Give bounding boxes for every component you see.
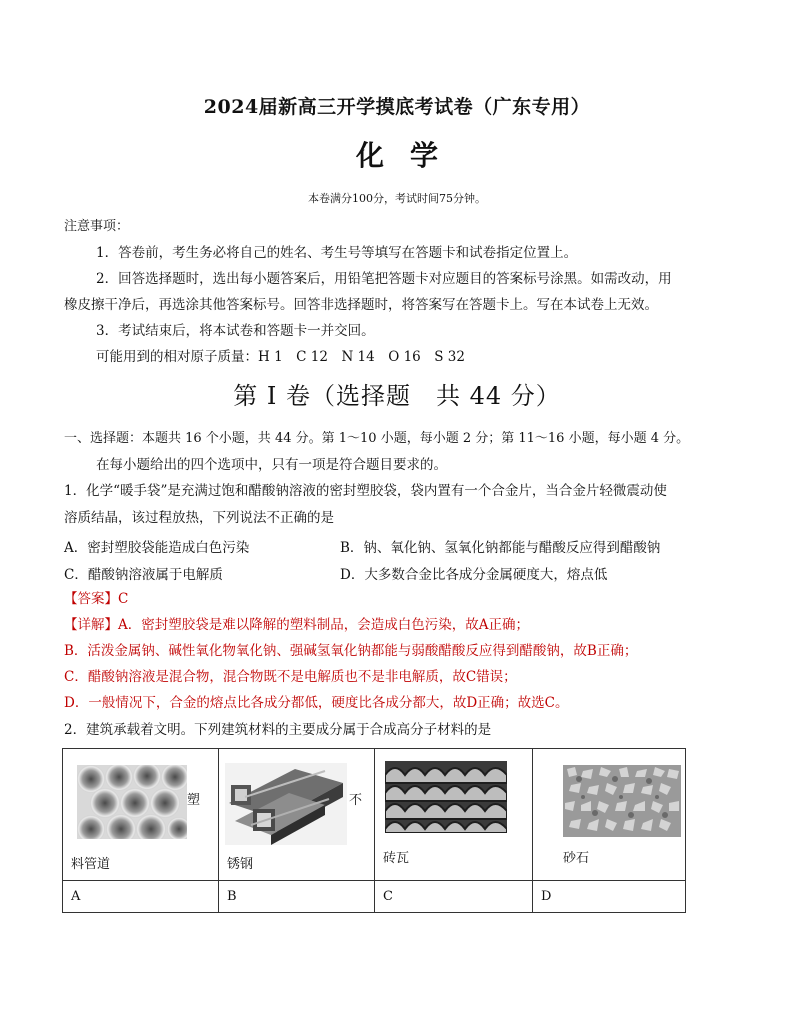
material-caption-a: 料管道 bbox=[71, 857, 111, 872]
material-cell-d bbox=[533, 749, 686, 881]
materials-image-row bbox=[63, 749, 686, 881]
atomic-mass-line: 可能用到的相对原子质量：H 1 C 12 N 14 O 16 S 32 bbox=[96, 349, 465, 365]
notice-item-1: 1．答卷前，考生务必将自己的姓名、考生号等填写在答题卡和试卷指定位置上。 bbox=[96, 245, 578, 261]
material-caption-c: 砖瓦 bbox=[383, 851, 410, 866]
q1-option-b: B．钠、氧化钠、氢氧化钠都能与醋酸反应得到醋酸钠 bbox=[340, 540, 661, 556]
section-desc-1: 一、选择题：本题共 16 个小题，共 44 分。第 1～10 小题，每小题 2 分；第 11～16 小题，每小题 4 分。 bbox=[64, 431, 690, 446]
materials-letter-row bbox=[63, 881, 686, 913]
material-letter-b: B bbox=[219, 881, 375, 913]
q1-explanation-1: 【详解】A．密封塑胶袋是难以降解的塑料制品，会造成白色污染，故A正确； bbox=[64, 617, 529, 633]
exam-intro: 本卷满分100分，考试时间75分钟。 bbox=[308, 192, 486, 205]
material-letter-d: D bbox=[533, 881, 686, 913]
q1-answer: 【答案】C bbox=[64, 591, 129, 607]
gravel-image bbox=[563, 765, 681, 837]
material-letter-c: C bbox=[375, 881, 533, 913]
q1-stem-line1: 1．化学“暖手袋”是充满过饱和醋酸钠溶液的密封塑胶袋，袋内置有一个合金片，当合金片轻微震动使 bbox=[64, 483, 667, 499]
notice-item-3: 3．考试结束后，将本试卷和答题卡一并交回。 bbox=[96, 323, 375, 339]
q1-option-d: D．大多数合金比各成分金属硬度大，熔点低 bbox=[340, 567, 608, 583]
section-desc-2: 在每小题给出的四个选项中，只有一项是符合题目要求的。 bbox=[96, 457, 447, 473]
roof-tiles-image bbox=[385, 761, 507, 833]
material-tail-a: 塑 bbox=[187, 793, 201, 808]
q2-stem: 2．建筑承载着文明。下列建筑材料的主要成分属于合成高分子材料的是 bbox=[64, 722, 492, 738]
material-letter-a: A bbox=[63, 881, 219, 913]
q1-explanation-4: D．一般情况下，合金的熔点比各成分都低，硬度比各成分都大，故D正确；故选C。 bbox=[64, 695, 569, 711]
material-cell-a bbox=[63, 749, 219, 881]
exam-title: 2024届新高三开学摸底考试卷（广东专用） bbox=[203, 96, 591, 118]
q1-option-c: C．醋酸钠溶液属于电解质 bbox=[64, 567, 223, 583]
q1-option-a: A．密封塑胶袋能造成白色污染 bbox=[64, 540, 250, 556]
material-caption-b: 锈钢 bbox=[227, 857, 254, 872]
notice-item-2: 2．回答选择题时，选出每小题答案后，用铅笔把答题卡对应题目的答案标号涂黑。如需改动，用 bbox=[96, 271, 672, 287]
notice-item-2-cont: 橡皮擦干净后，再选涂其他答案标号。回答非选择题时，将答案写在答题卡上。写在本试卷上无效。 bbox=[64, 297, 658, 313]
plastic-pipes-image bbox=[77, 765, 187, 839]
notice-heading: 注意事项： bbox=[64, 219, 130, 234]
material-tail-b: 不 bbox=[349, 793, 363, 808]
material-caption-d: 砂石 bbox=[563, 851, 590, 866]
q1-stem-line2: 溶质结晶，该过程放热，下列说法不正确的是 bbox=[64, 510, 334, 526]
materials-table bbox=[62, 748, 686, 913]
q1-explanation-2: B．活泼金属钠、碱性氧化物氧化钠、强碱氢氧化钠都能与弱酸醋酸反应得到醋酸钠，故B正确； bbox=[64, 643, 638, 659]
section-title: 第 I 卷（选择题 共 44 分） bbox=[233, 382, 561, 410]
q1-explanation-3: C．醋酸钠溶液是混合物，混合物既不是电解质也不是非电解质，故C错误； bbox=[64, 669, 517, 685]
stainless-steel-image bbox=[225, 763, 347, 845]
subject-heading: 化学 bbox=[355, 139, 464, 172]
material-cell-b bbox=[219, 749, 375, 881]
material-cell-c bbox=[375, 749, 533, 881]
